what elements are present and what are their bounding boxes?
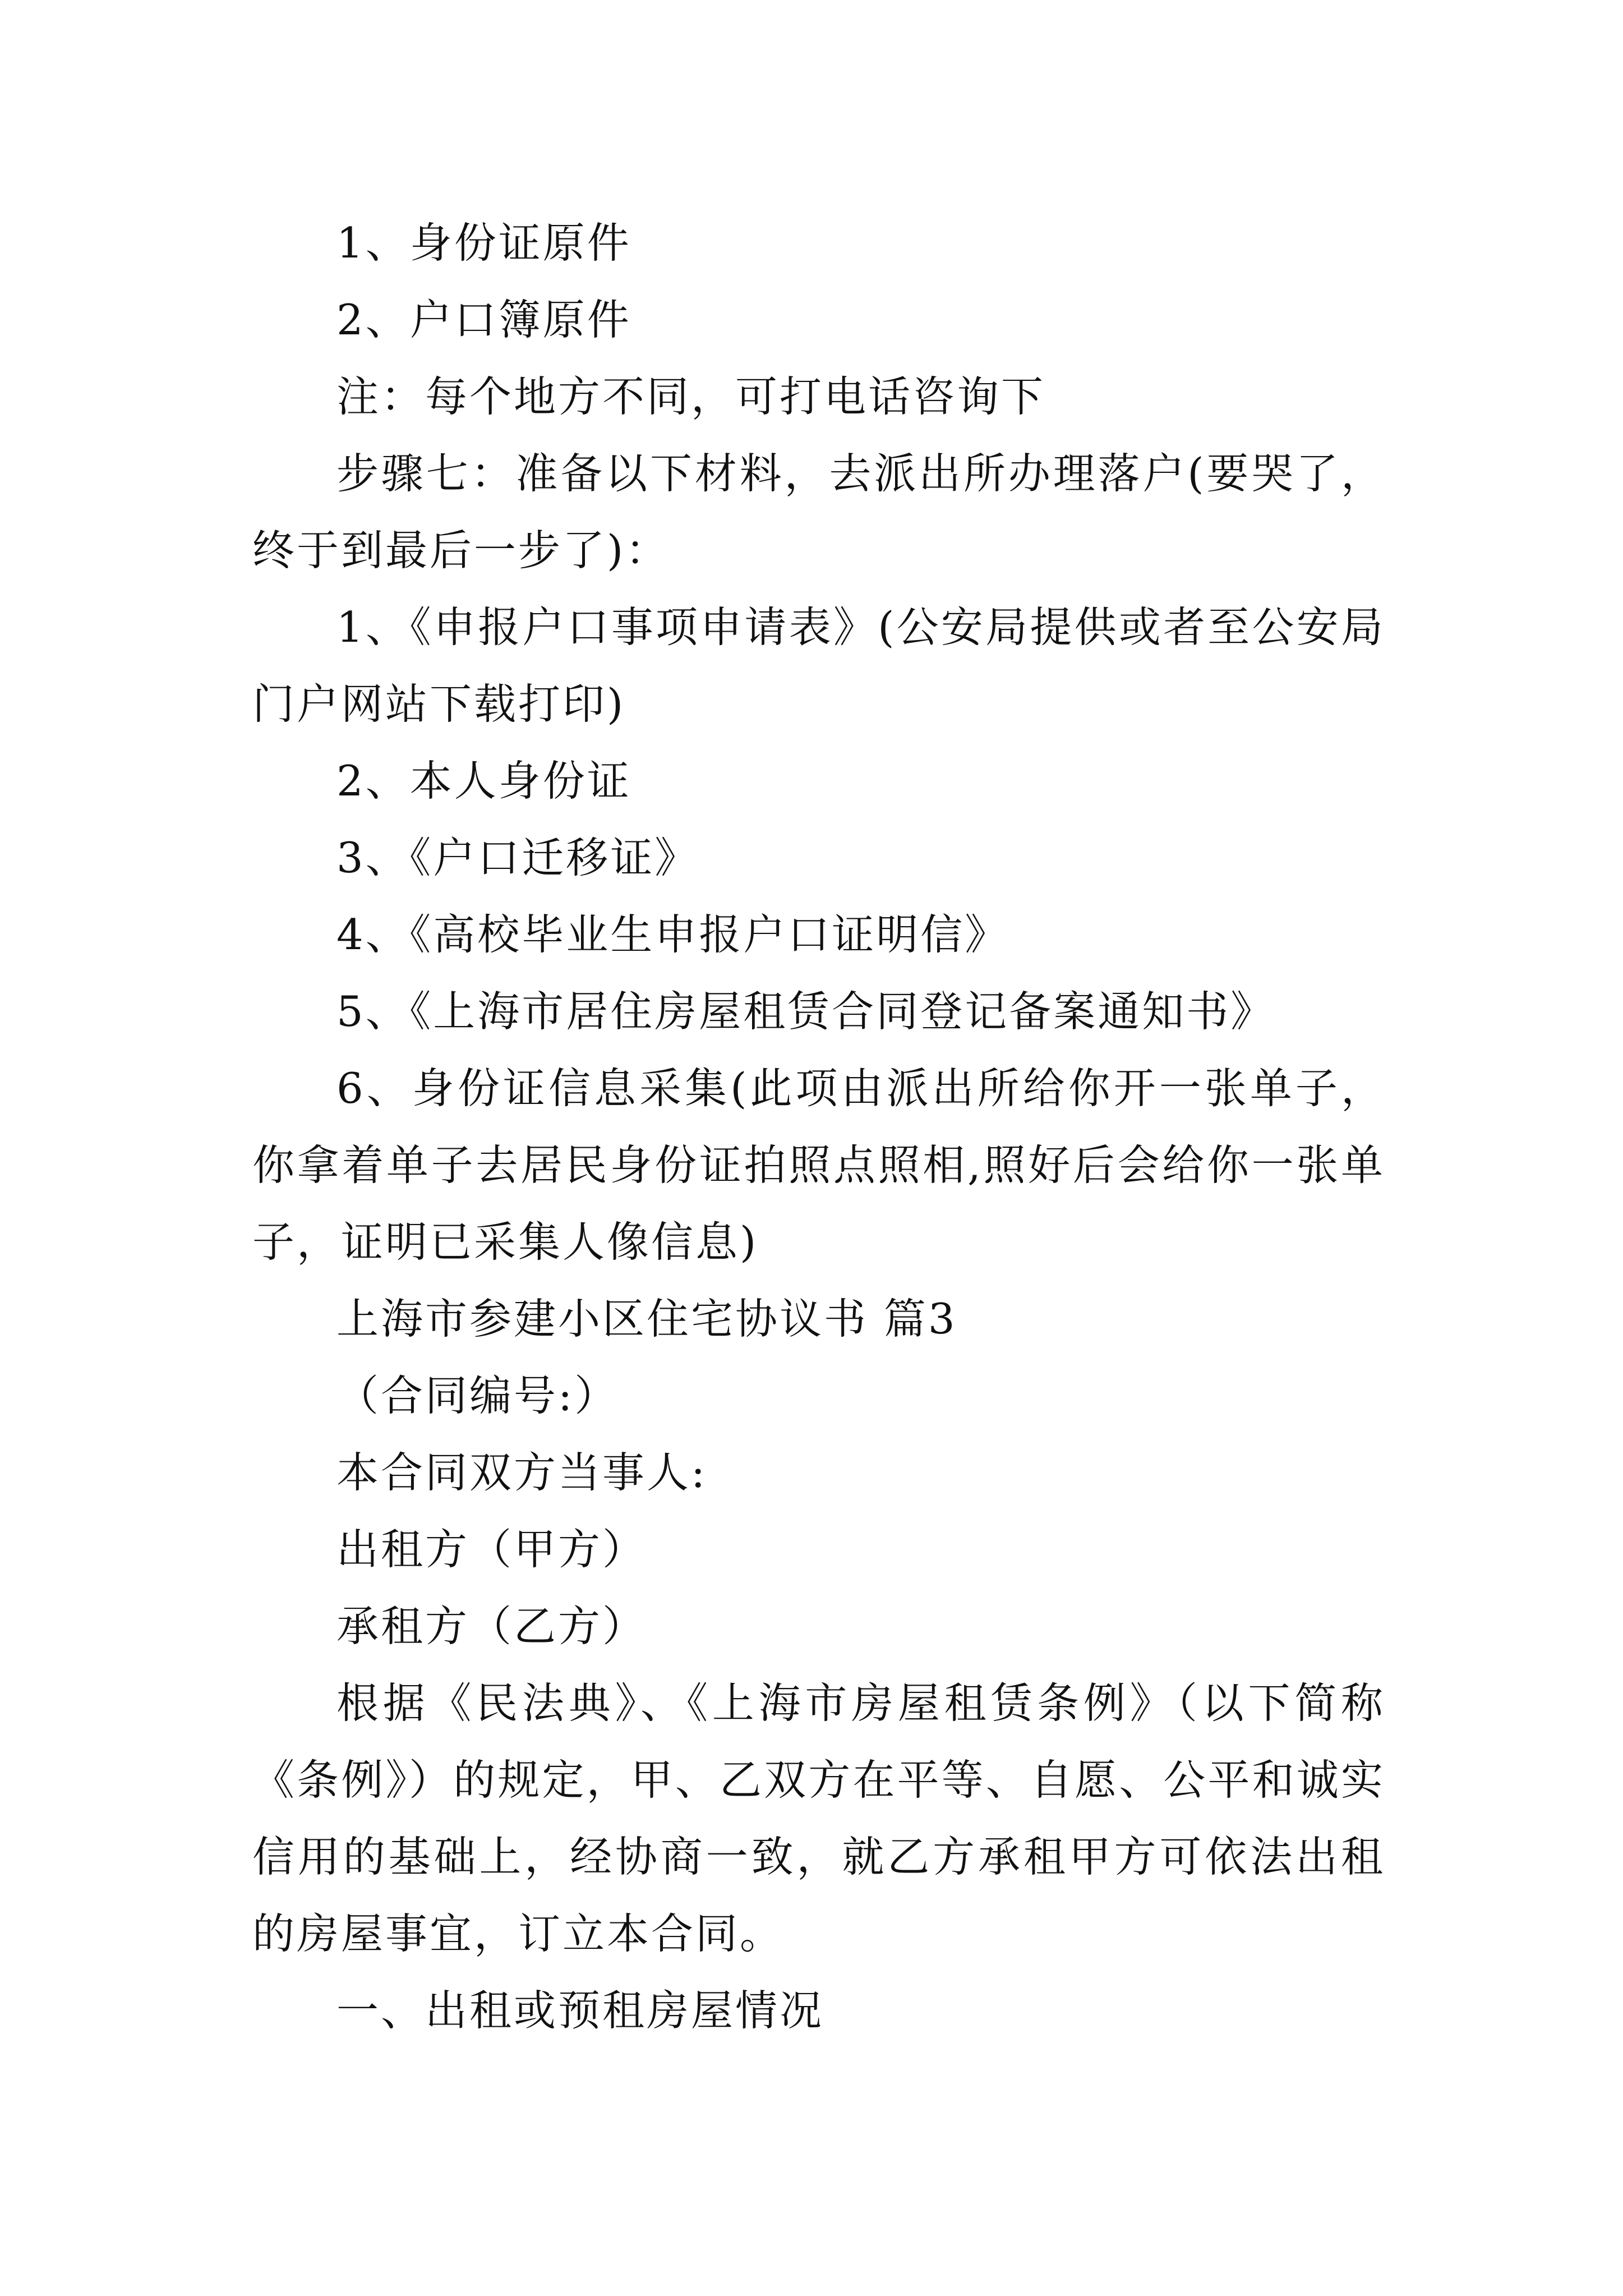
paragraph: 2、本人身份证 (336, 756, 631, 806)
paragraph: 出租方（甲方） (336, 1525, 647, 1574)
paragraph: 1、身份证原件 (336, 218, 631, 268)
paragraph: 承租方（乙方） (336, 1602, 647, 1651)
paragraph: 步骤七：准备以下材料，去派出所办理落户(要哭了，终于到最后一步了)： (252, 449, 1385, 575)
paragraph: 根据《民法典》、《上海市房屋租赁条例》（以下简称《条例》）的规定，甲、乙双方在平等、自愿、公平和诚实信用的基础上，经协商一致，就乙方承租甲方可依法出租的房屋事宜，订立本合同。 (252, 1678, 1385, 1958)
section-heading: 上海市参建小区住宅协议书 篇3 (336, 1294, 957, 1343)
document-body (252, 205, 1385, 2049)
paragraph: 6、身份证信息采集(此项由派出所给你开一张单子，你拿着单子去居民身份证拍照点照相,照好后会给你一张单子，证明已采集人像信息) (252, 1064, 1385, 1267)
paragraph: 1、《申报户口事项申请表》(公安局提供或者至公安局门户网站下载打印) (252, 602, 1385, 729)
paragraph: 5、《上海市居住房屋租赁合同登记备案通知书》 (336, 987, 1275, 1036)
paragraph: 一、出租或预租房屋情况 (336, 1986, 824, 2035)
contract-number: （合同编号:） (336, 1371, 619, 1420)
paragraph: 2、户口簿原件 (336, 295, 631, 344)
paragraph: 注：每个地方不同，可打电话咨询下 (336, 372, 1046, 421)
paragraph: 4、《高校毕业生申报户口证明信》 (336, 910, 1009, 959)
paragraph: 本合同双方当事人: (336, 1448, 708, 1497)
paragraph: 3、《户口迁移证》 (336, 833, 699, 882)
